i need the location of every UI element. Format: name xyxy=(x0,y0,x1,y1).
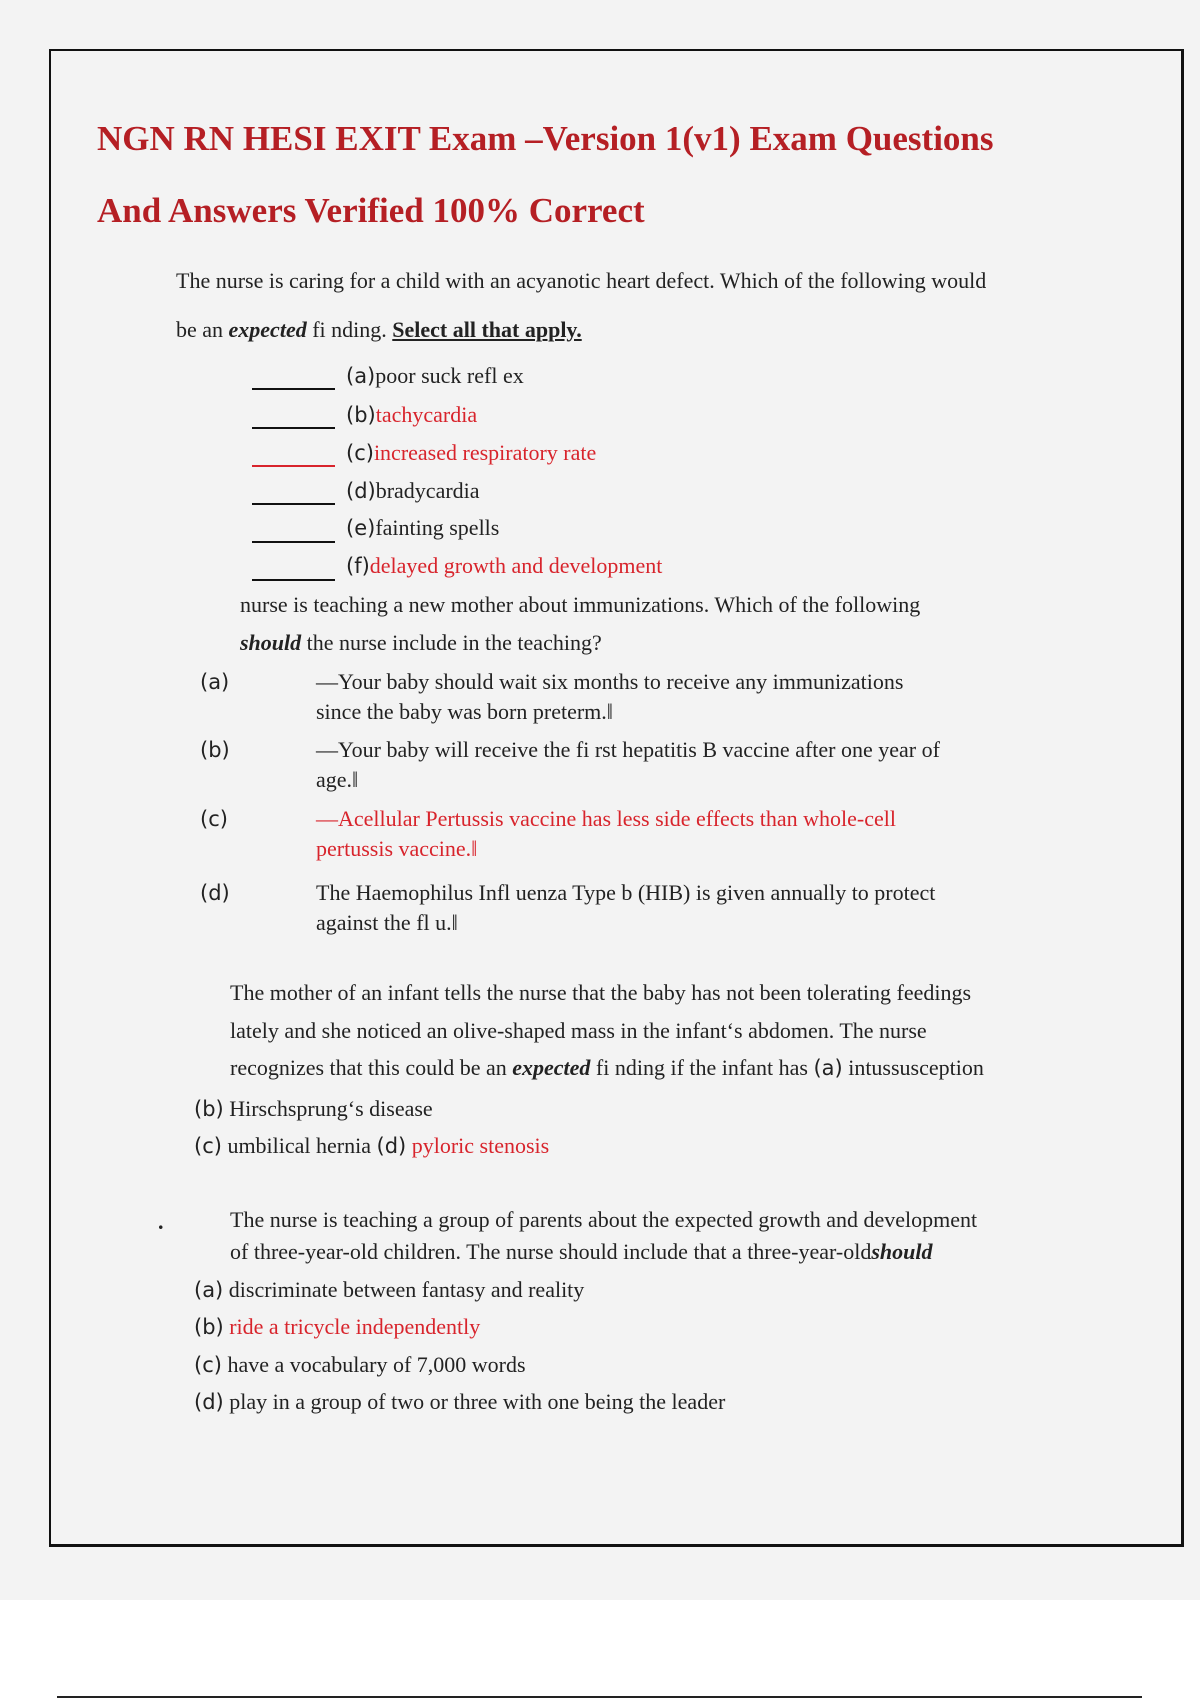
q2-stem-line-1: nurse is teaching a new mother about immunizations. Which of the following xyxy=(240,592,921,617)
q1-stem-line-1: The nurse is caring for a child with an acyanotic heart defect. Which of the following would xyxy=(176,268,987,293)
q4-option-a xyxy=(194,1278,584,1302)
q4-option-text: discriminate between fantasy and reality xyxy=(223,1277,585,1302)
q1-option-a xyxy=(346,364,524,388)
q1-emphasis: expected xyxy=(228,317,307,342)
q3-option-letter-c: (c) xyxy=(194,1134,222,1158)
q3-stem-text-mid: fi nding if the infant has xyxy=(590,1055,814,1080)
document-title-line-2: And Answers Verified 100% Correct xyxy=(97,191,645,230)
q2-stem-line-2 xyxy=(240,631,602,655)
q4-option-letter: (b) xyxy=(194,1315,224,1339)
document-title-line-1: NGN RN HESI EXIT Exam –Version 1(v1) Exam Questions xyxy=(97,119,994,158)
q3-stem-line-3 xyxy=(230,1056,984,1080)
q1-answer-blank-f[interactable] xyxy=(252,579,335,581)
q4-option-b xyxy=(194,1315,480,1339)
q2-option-letter-b: (b) xyxy=(200,738,230,762)
q3-option-c-text: umbilical hernia xyxy=(221,1133,377,1158)
q4-bullet: . xyxy=(158,1209,164,1234)
q1-option-text: fainting spells xyxy=(375,515,500,540)
q4-stem-text: of three-year-old children. The nurse should include that a three-year-old xyxy=(230,1239,872,1264)
q4-option-letter: (a) xyxy=(194,1278,224,1302)
q1-answer-blank-a[interactable] xyxy=(252,388,335,390)
q1-option-text-correct: increased respiratory rate xyxy=(373,440,597,465)
q2-emphasis: should xyxy=(240,630,302,655)
next-page-rule xyxy=(57,1696,1142,1698)
q2-option-letter-c: (c) xyxy=(200,807,228,831)
q1-answer-blank-e[interactable] xyxy=(252,541,335,543)
q1-option-text: bradycardia xyxy=(375,478,480,503)
q1-option-letter: (a) xyxy=(346,364,376,388)
q1-option-f xyxy=(346,554,662,578)
q4-option-text: have a vocabulary of 7,000 words xyxy=(221,1352,526,1377)
q2-option-c-line-1-correct: —Acellular Pertussis vaccine has less side effects than whole-cell xyxy=(316,806,896,831)
q1-option-letter: (b) xyxy=(346,403,376,427)
q2-option-a-line-1: —Your baby should wait six months to receive any immunizations xyxy=(316,669,904,694)
q2-option-letter-a: (a) xyxy=(200,670,230,694)
q4-option-c xyxy=(194,1353,526,1377)
q1-answer-blank-c[interactable] xyxy=(252,465,335,467)
q1-answer-blank-d[interactable] xyxy=(252,503,335,505)
q4-emphasis: should xyxy=(871,1239,933,1264)
q3-option-a-text: intussusception xyxy=(842,1055,984,1080)
q1-option-c xyxy=(346,441,596,465)
q2-option-letter-d: (d) xyxy=(200,881,230,905)
q1-option-b xyxy=(346,403,477,427)
q3-option-letter-d: (d) xyxy=(376,1134,407,1158)
q4-option-d xyxy=(194,1390,725,1414)
q3-option-d-text-correct: pyloric stenosis xyxy=(406,1133,550,1158)
q3-option-b-text: Hirschsprung‘s disease xyxy=(223,1096,433,1121)
q1-option-letter: (d) xyxy=(346,479,376,503)
q3-option-letter-a: (a) xyxy=(813,1056,843,1080)
q3-stem-line-1: The mother of an infant tells the nurse that the baby has not been tolerating feedings xyxy=(230,980,972,1005)
q2-option-b-line-1: —Your baby will receive the fi rst hepatitis B vaccine after one year of xyxy=(316,737,940,762)
q2-option-d-line-1: The Haemophilus Infl uenza Type b (HIB) is given annually to protect xyxy=(316,880,936,905)
q2-option-b-line-2: age.‖ xyxy=(316,767,359,792)
q1-option-text-correct: tachycardia xyxy=(375,402,478,427)
q1-option-letter: (f) xyxy=(346,554,370,578)
q1-option-letter: (e) xyxy=(346,516,376,540)
q3-option-c-d xyxy=(194,1134,549,1158)
q1-option-e xyxy=(346,516,499,540)
q1-answer-blank-b[interactable] xyxy=(252,427,335,429)
q4-stem-line-1: The nurse is teaching a group of parents about the expected growth and development xyxy=(230,1207,978,1232)
q3-stem-line-2: lately and she noticed an olive-shaped mass in the infant‘s abdomen. The nurse xyxy=(230,1018,927,1043)
q1-option-text: poor suck refl ex xyxy=(375,363,524,388)
q4-option-text-correct: ride a tricycle independently xyxy=(223,1314,481,1339)
q1-option-d xyxy=(346,479,480,503)
q3-stem-text: recognizes that this could be an xyxy=(230,1055,513,1080)
q4-option-text: play in a group of two or three with one being the leader xyxy=(223,1389,726,1414)
q2-option-c-line-2-correct: pertussis vaccine.‖ xyxy=(316,836,478,861)
q1-option-text-correct: delayed growth and development xyxy=(369,553,663,578)
q3-option-letter-b: (b) xyxy=(194,1097,224,1121)
q2-option-d-line-2: against the fl u.‖ xyxy=(316,910,458,935)
q1-stem-text: be an xyxy=(176,317,229,342)
q4-stem-line-2 xyxy=(230,1240,933,1264)
q1-select-all-instruction: Select all that apply. xyxy=(392,317,582,342)
q1-stem-text-mid: fi nding. xyxy=(306,317,393,342)
q4-option-letter: (d) xyxy=(194,1390,224,1414)
q2-option-a-line-2: since the baby was born preterm.‖ xyxy=(316,699,613,724)
q1-stem-line-2 xyxy=(176,318,582,342)
q3-emphasis: expected xyxy=(512,1055,591,1080)
q1-option-letter: (c) xyxy=(346,441,374,465)
q2-stem-text: the nurse include in the teaching? xyxy=(301,630,602,655)
q3-option-b xyxy=(194,1097,433,1121)
q4-option-letter: (c) xyxy=(194,1353,222,1377)
